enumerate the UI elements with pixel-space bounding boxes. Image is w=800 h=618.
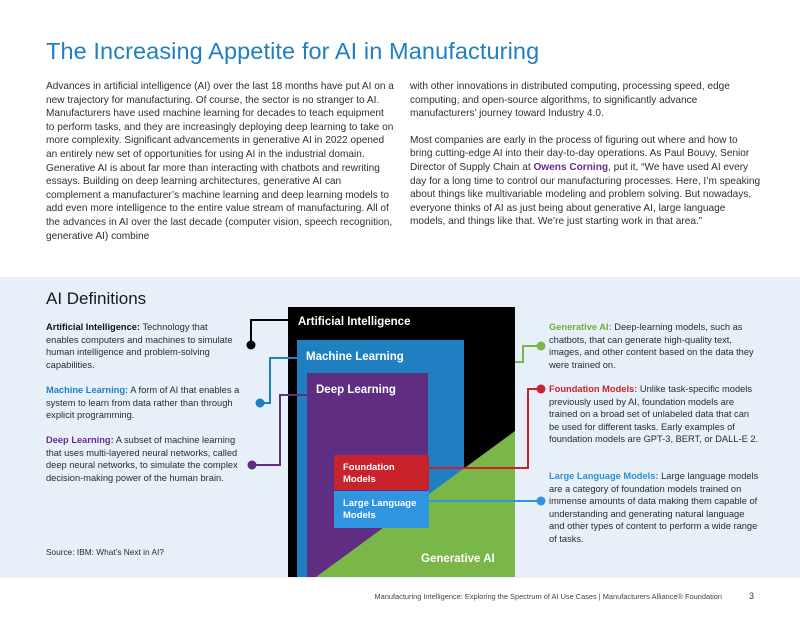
fm-box-label-line2: Models bbox=[343, 474, 376, 485]
fm-term: Foundation Models: bbox=[549, 384, 638, 394]
page-title: The Increasing Appetite for AI in Manufacturing bbox=[46, 38, 540, 64]
ai-definitions-panel bbox=[0, 277, 800, 578]
fm-connector-dot bbox=[537, 385, 546, 394]
genai-definition-text: Deep-learning models, such as chatbots, that can generate high-quality text, images, and other content based on the data they were trained on. bbox=[549, 322, 754, 370]
org-name-owens-corning: Owens Corning bbox=[533, 161, 609, 173]
llm-connector-dot bbox=[537, 497, 546, 506]
source-note: Source: IBM: What’s Next in AI? bbox=[46, 547, 164, 557]
ml-term: Machine Learning: bbox=[46, 385, 129, 395]
ml-connector-dot bbox=[256, 399, 265, 408]
ai-term: Artificial Intelligence: bbox=[46, 322, 141, 332]
ai-connector-dot bbox=[247, 341, 256, 350]
page-number: 3 bbox=[748, 591, 754, 601]
intro-paragraph-2: with other innovations in distributed computing, processing speed, edge computing, and open-source algorithms, to significantly advance manufacturers’ journey toward Industry 4.0. bbox=[410, 81, 730, 120]
fm-definition bbox=[549, 383, 759, 446]
genai-label: Generative AI bbox=[421, 553, 495, 565]
ml-box-label: Machine Learning bbox=[306, 351, 404, 363]
llm-definition-text: Large language models are a category of foundation models trained on immense amounts of data making them capable of understanding and generating natural language and other types of content to perform a wide range of tasks. bbox=[549, 471, 759, 544]
dl-definition bbox=[46, 434, 246, 484]
footer-text: Manufacturing Intelligence: Exploring the Spectrum of AI Use Cases | Manufacturers Alliance® Foundation bbox=[374, 592, 722, 601]
dl-box-label: Deep Learning bbox=[316, 384, 396, 396]
genai-term: Generative AI: bbox=[549, 322, 612, 332]
intro-paragraph-1: Advances in artificial intelligence (AI) over the last 18 months have put AI on a new trajectory for manufacturing. Of course, the sector is no stranger to AI. Manufacturers have used machine learning for decades to teach equipment to perform tasks, and they are increasingly deploying deep learning to take on more complexity. Significant advancements in generative AI in 2022 opened an entirely new set of opportunities for using AI in the industrial domain. Generative AI is about far more than interacting with chatbots and rewriting essays. Building on deep learning architectures, generative AI can complement a manufacturer’s machine learning and deep learning models to add even more intelligence to the entire value stream of manufacturing. All of the advances in AI over the last decade (computer vision, speech recognition, generative AI) combine bbox=[46, 81, 394, 242]
genai-connector bbox=[515, 346, 541, 362]
dl-definition-text: A subset of machine learning that uses multi-layered neural networks, called deep neural networks, to simulate the complex decision-making power of the human brain. bbox=[46, 435, 238, 483]
ai-box-label: Artificial Intelligence bbox=[298, 316, 411, 328]
page-footer bbox=[0, 592, 800, 608]
ai-connector bbox=[251, 320, 288, 345]
intro-left-column bbox=[46, 80, 394, 243]
dl-term: Deep Learning: bbox=[46, 435, 114, 445]
genai-connector-dot bbox=[537, 342, 546, 351]
fm-definition-text: Unlike task-specific models previously used by AI, foundation models are trained on a broad set of unlabeled data that can be used for different tasks. Early examples of foundation models are GPT-3, BERT, or DALL-E 2. bbox=[549, 384, 759, 445]
genai-definition bbox=[549, 321, 759, 371]
dl-connector-dot bbox=[248, 461, 257, 470]
ai-definitions-title: AI Definitions bbox=[46, 289, 147, 308]
ml-definition-text: A form of AI that enables a system to learn from data rather than through explicit programming. bbox=[46, 385, 240, 421]
ai-definition-text: Technology that enables computers and machines to simulate human intelligence and problem-solving capabilities. bbox=[46, 322, 233, 370]
fm-box-label-line1: Foundation bbox=[343, 462, 395, 473]
llm-box-label-line2: Models bbox=[343, 510, 376, 521]
quote-lead-in: Most companies are early in the process of figuring out where and how to bring cutting-edge AI into their day-to-day operations. As Paul Bouvy, Senior Director of Supply Chain at bbox=[410, 134, 750, 173]
intro-right-column bbox=[410, 80, 762, 229]
llm-definition bbox=[549, 470, 759, 546]
llm-term: Large Language Models: bbox=[549, 471, 659, 481]
ml-definition bbox=[46, 384, 246, 422]
intro-paragraph-3 bbox=[410, 134, 762, 229]
ai-definition bbox=[46, 321, 242, 371]
llm-box-label-line1: Large Language bbox=[343, 498, 417, 509]
quote-text: , put it, “We have used AI every day for a long time to control our manufacturing processes. Here, I’m speaking about things like multivariable modeling and problem solving. But nowadays, everyone thinks of AI as just being about generative AI, large language models, and things like that. We’re just starting work in that area.” bbox=[410, 161, 761, 228]
